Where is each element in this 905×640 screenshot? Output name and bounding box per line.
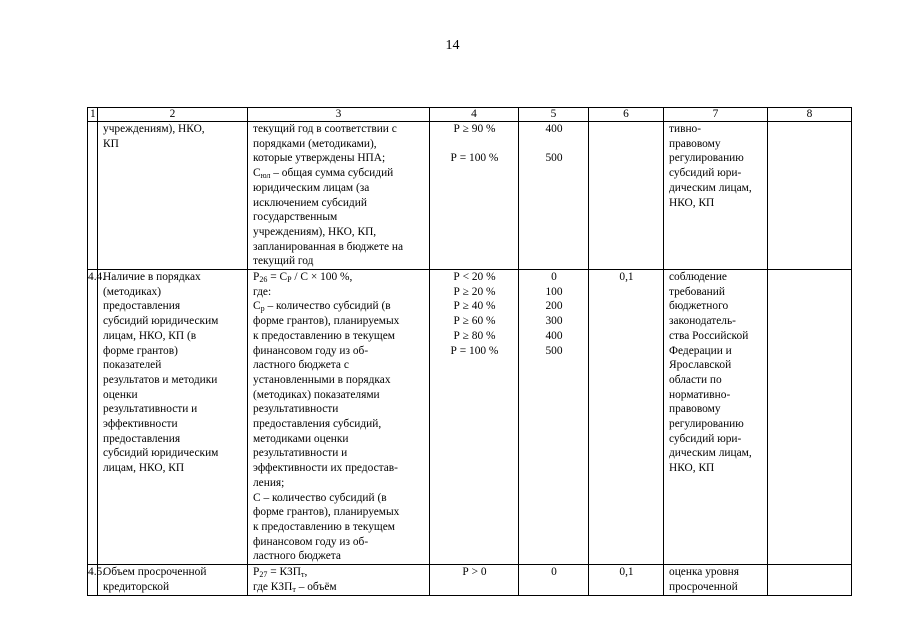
text-line: $С_р$ – количество субсидий (в [253,300,391,314]
text-line: НКО, КП [669,462,715,475]
text-line: 100 [545,285,563,298]
cell-condition [430,122,519,270]
table-row [88,270,852,565]
text-line: учреждениям), НКО, [103,123,205,135]
text-line: Объем просроченной [103,566,207,579]
text-line: 400 [545,123,563,135]
cell-weight [589,122,664,270]
cell-condition [430,270,519,565]
text-line: тивно- [669,123,702,135]
text-line: текущий год в соответствии с [253,123,397,135]
cell-formula [248,270,430,565]
text-line [435,137,514,152]
text-line: субсидий юри- [669,432,742,445]
cell-number [88,122,98,270]
header-cell: 5 [519,108,589,122]
cell-score [519,565,589,595]
text-line: показателей [103,359,162,372]
cell-purpose [664,270,768,565]
text-line: нормативно- [669,388,731,401]
text-line: Федерации и [669,344,732,357]
indicator-table [87,107,852,596]
text-line: юридическим лицам (за [253,181,370,194]
text-line: 0 [551,271,557,284]
cell-purpose [664,122,768,270]
text-line [524,137,584,152]
header-cell: 7 [664,108,768,122]
table-row [88,122,852,270]
text-line: где: [253,285,272,298]
text-line: Р < 20 % [453,271,496,284]
text-line: результативности и [103,403,198,416]
cell-number: 4.4. [88,270,98,565]
text-line: эффективности их предостав- [253,462,398,475]
text-line: форме грантов), планируемых [253,506,400,519]
text-line: Р ≥ 90 % [453,123,496,135]
text-line: ства Российской [669,329,749,342]
text-line: 300 [545,315,563,328]
cell-weight: 0,1 [589,565,664,595]
text-line: бюджетного [669,300,729,313]
page-number: 14 [445,38,460,53]
text-line: оценки [103,388,138,401]
text-line: Р ≥ 40 % [453,300,496,313]
cell-purpose [664,565,768,595]
cell-note [768,122,852,270]
cell-weight: 0,1 [589,270,664,565]
text-line: финансовом году из об- [253,344,369,357]
cell-indicator [98,565,248,595]
cell-score [519,122,589,270]
text-line: требований [669,285,725,298]
text-line: ластного бюджета [253,550,341,563]
text-line: С – количество субсидий (в [253,491,387,504]
text-line: 200 [545,300,563,313]
cell-condition [430,565,519,595]
text-line: Р > 0 [462,566,487,579]
text-line: установленными в порядках [253,373,391,386]
text-line: предоставления [103,300,181,313]
text-line: КП [103,137,119,150]
text-line: порядками (методиками), [253,137,377,150]
text-line: предоставления субсидий, [253,418,382,431]
text-line: просроченной [669,580,738,593]
text-line: Р ≥ 20 % [453,285,496,298]
text-line: 500 [545,152,563,165]
text-line: субсидий юридическим [103,315,219,328]
table-row [88,565,852,595]
text-line: государственным [253,211,338,224]
text-line: дическим лицам, [669,447,752,460]
cell-formula [248,122,430,270]
text-line: ластного бюджета с [253,359,349,372]
text-line: 400 [545,329,563,342]
header-cell: 2 [98,108,248,122]
text-line: которые утверждены НПА; [253,152,386,165]
text-line: (методиках) показателями [253,388,380,401]
header-cell: 3 [248,108,430,122]
text-line: ления; [253,476,285,489]
text-line: текущий год [253,255,314,268]
text-line: Ярославской [669,359,732,372]
text-line: $С_{юл}$ – общая сумма субсидий [253,167,394,181]
text-line: где $КЗП_т$ – объём [253,580,337,594]
cell-note [768,270,852,565]
text-line: кредиторской [103,580,170,593]
text-line: исключением субсидий [253,196,367,209]
text-line: лицам, НКО, КП (в [103,329,197,342]
text-line: Р ≥ 60 % [453,315,496,328]
text-line: соблюдение [669,271,727,284]
text-line: предоставления [103,432,181,445]
cell-number: 4.5. [88,565,98,595]
text-line: (методиках) [103,285,162,298]
text-line: финансовом году из об- [253,535,369,548]
text-line: Наличие в порядках [103,271,201,284]
cell-note [768,565,852,595]
cell-formula [248,565,430,595]
text-line: результативности [253,403,339,416]
text-line: $Р_{26} = С_Р / С \times 100$ %, [253,271,353,285]
header-cell: 8 [768,108,852,122]
header-cell: 4 [430,108,519,122]
text-line: субсидий юридическим [103,447,219,460]
text-line: Р = 100 % [450,152,499,165]
text-line: законодатель- [669,315,736,328]
text-line: Р ≥ 80 % [453,329,496,342]
text-line: субсидий юри- [669,167,742,180]
header-cell: 6 [589,108,664,122]
text-line: регулированию [669,152,744,165]
header-row [88,108,852,122]
text-line: лицам, НКО, КП [103,462,185,475]
text-line: области по [669,373,722,386]
text-line: Р = 100 % [450,344,499,357]
text-line: оценка уровня [669,566,740,579]
text-line: НКО, КП [669,196,715,209]
text-line: 0 [551,566,557,579]
text-line: результатов и методики [103,373,218,386]
text-line: методиками оценки [253,432,349,445]
text-line: запланированная в бюджете на [253,240,403,253]
cell-score [519,270,589,565]
text-line: эффективности [103,418,178,431]
cell-indicator [98,270,248,565]
text-line: дическим лицам, [669,181,752,194]
text-line: к предоставлению в текущем [253,329,395,342]
text-line: форме грантов), планируемых [253,315,400,328]
text-line: форме грантов) [103,344,178,357]
text-line: к предоставлению в текущем [253,520,395,533]
cell-indicator [98,122,248,270]
text-line: регулированию [669,418,744,431]
text-line: 500 [545,344,563,357]
text-line: результативности и [253,447,348,460]
text-line: учреждениям), НКО, КП, [253,225,377,238]
text-line: $Р_{27} = КЗП_т$, [253,566,308,580]
header-cell: 1 [88,108,98,122]
text-line: правовому [669,403,721,416]
text-line: правовому [669,137,721,150]
